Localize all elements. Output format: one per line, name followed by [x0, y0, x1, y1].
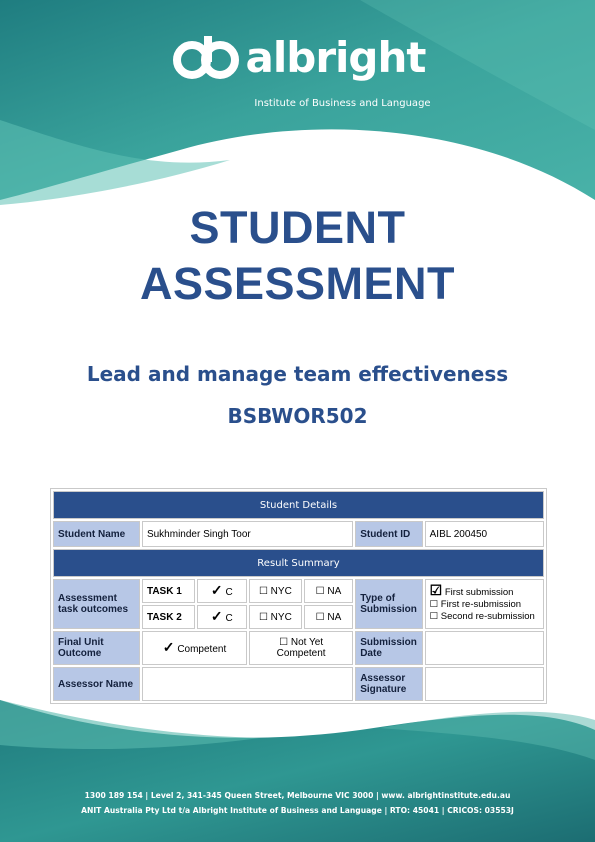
assessor-name-field[interactable] — [142, 667, 353, 701]
task-1-competent-label: C — [225, 586, 233, 598]
first-submission-label: First submission — [444, 587, 514, 598]
footer-legal: ANIT Australia Pty Ltd t/a Albright Institute of Business and Language | RTO: 45041 | CRICOS: 03553J — [81, 806, 514, 815]
albright-logo-icon — [170, 36, 246, 80]
logo — [0, 33, 595, 84]
competent-label: Competent — [177, 643, 227, 655]
student-name-label: Student Name — [53, 521, 140, 547]
competent-checkbox[interactable] — [142, 631, 247, 665]
result-summary-header: Result Summary — [53, 549, 544, 577]
second-resubmission-checkbox[interactable]: ☐ Second re-submission — [429, 611, 535, 622]
assessment-outcomes-label: Assessment task outcomes — [53, 579, 140, 629]
student-id-value[interactable]: AIBL 200450 — [425, 521, 544, 547]
student-id-label: Student ID — [355, 521, 422, 547]
assessor-name-label: Assessor Name — [53, 667, 140, 701]
document-title — [0, 200, 595, 312]
title-line-1: STUDENT — [189, 202, 406, 253]
first-submission-checkbox[interactable] — [429, 582, 539, 599]
unit-name: Lead and manage team effectiveness — [86, 362, 509, 386]
task-2-na-checkbox[interactable]: ☐ NA — [304, 605, 354, 629]
assessor-signature-field[interactable] — [425, 667, 544, 701]
task-1-na-checkbox[interactable]: ☐ NA — [304, 579, 354, 603]
task-2-competent-checkbox[interactable] — [197, 605, 248, 629]
checkmark-icon: ✓ — [210, 607, 223, 624]
task-2-nyc-checkbox[interactable]: ☐ NYC — [249, 605, 302, 629]
logo-wordmark: albright — [245, 33, 426, 82]
task-1-competent-checkbox[interactable] — [197, 579, 248, 603]
submission-date-label: Submission Date — [355, 631, 422, 665]
logo-tagline: Institute of Business and Language — [254, 98, 431, 109]
task-1-label: TASK 1 — [142, 579, 195, 603]
final-outcome-label: Final Unit Outcome — [53, 631, 140, 665]
checkmark-icon: ☑ — [429, 582, 443, 598]
first-resubmission-checkbox[interactable]: ☐ First re-submission — [429, 599, 522, 610]
checkmark-icon: ✓ — [210, 581, 223, 598]
student-assessment-table — [50, 488, 547, 704]
task-2-competent-label: C — [225, 612, 233, 624]
task-2-label: TASK 2 — [142, 605, 195, 629]
submission-type-label: Type of Submission — [355, 579, 422, 629]
title-line-2: ASSESSMENT — [139, 258, 456, 309]
assessor-signature-label: Assessor Signature — [355, 667, 422, 701]
submission-date-field[interactable] — [425, 631, 544, 665]
not-yet-competent-checkbox[interactable]: ☐ Not Yet Competent — [249, 631, 353, 665]
footer-contact: 1300 189 154 | Level 2, 341-345 Queen Street, Melbourne VIC 3000 | www. albrightinstitute.edu.au — [84, 791, 511, 800]
unit-code: BSBWOR502 — [227, 404, 368, 428]
student-details-header: Student Details — [53, 491, 544, 519]
student-name-value[interactable]: Sukhminder Singh Toor — [142, 521, 353, 547]
submission-type-options — [425, 579, 544, 629]
checkmark-icon: ✓ — [162, 638, 175, 655]
task-1-nyc-checkbox[interactable]: ☐ NYC — [249, 579, 302, 603]
